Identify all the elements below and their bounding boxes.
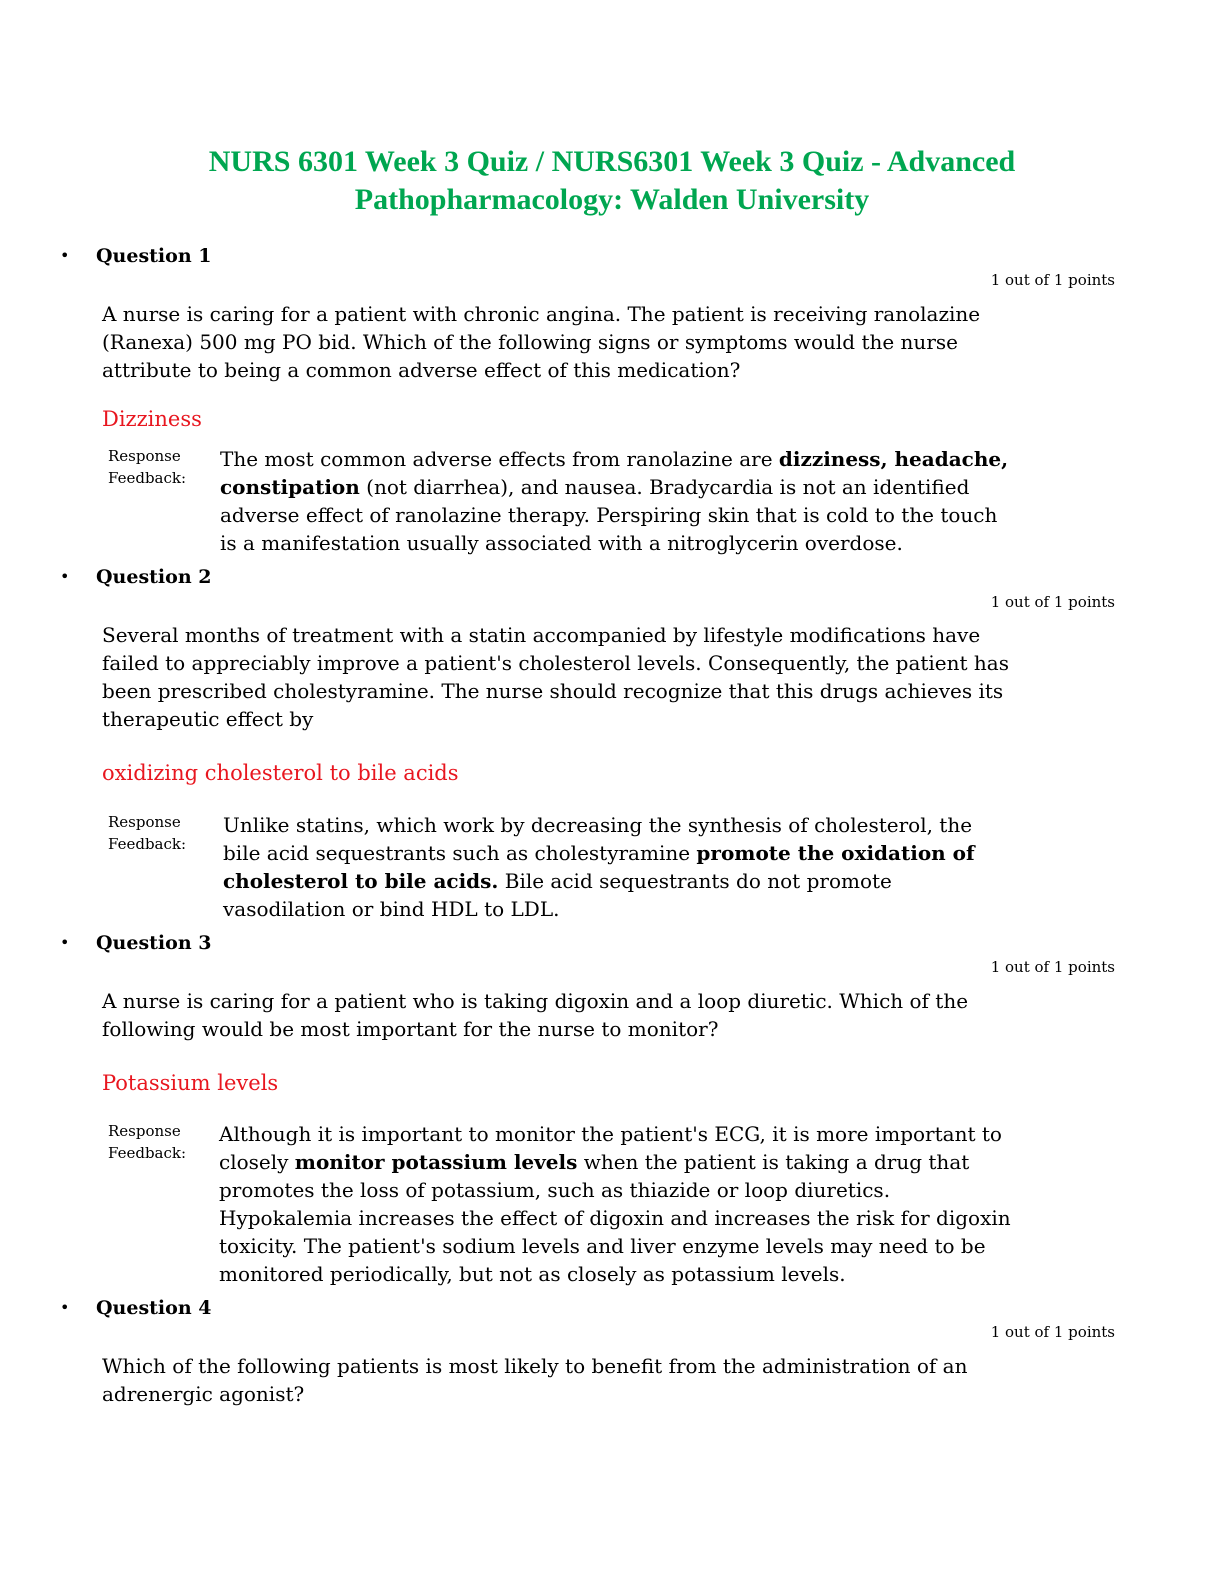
- feedback-line: [223, 867, 1023, 895]
- feedback-text: The most common adverse effects from ranolazine are: [220, 447, 779, 471]
- question-1-answer: Dizziness: [102, 407, 202, 431]
- question-1-text: [102, 300, 1022, 384]
- question-4-text-line: adrenergic agonist?: [102, 1382, 305, 1406]
- feedback-line: vasodilation or bind HDL to LDL.: [223, 897, 560, 921]
- question-4-text: [102, 1352, 1022, 1408]
- question-3-text-line: A nurse is caring for a patient who is taking digoxin and a loop diuretic. Which of the: [102, 989, 969, 1013]
- document-title-line-2: Pathopharmacology: Walden University: [354, 183, 870, 216]
- question-1-feedback-label: [108, 445, 186, 489]
- question-2-text-line: been prescribed cholestyramine. The nurse should recognize that this drugs achieves its: [102, 679, 1004, 703]
- feedback-line: [220, 473, 1020, 501]
- question-3-feedback-label: [108, 1120, 186, 1164]
- feedback-line: Hypokalemia increases the effect of digoxin and increases the risk for digoxin: [219, 1206, 1011, 1230]
- feedback-line: [219, 1148, 1019, 1176]
- feedback-line: Unlike statins, which work by decreasing the synthesis of cholesterol, the: [223, 813, 973, 837]
- question-4-title: Question 4: [96, 1297, 212, 1319]
- question-2-feedback: [223, 811, 1023, 923]
- feedback-label-line-1: Response: [108, 1122, 181, 1140]
- document-title-line-1: NURS 6301 Week 3 Quiz / NURS6301 Week 3 Quiz - Advanced: [208, 145, 1016, 178]
- bullet-icon: •: [60, 933, 70, 952]
- question-4-text-line: Which of the following patients is most likely to benefit from the administration of an: [102, 1354, 968, 1378]
- question-3-feedback: [219, 1120, 1019, 1288]
- question-4-points: 1 out of 1 points: [990, 1323, 1115, 1341]
- feedback-line: [220, 445, 1020, 473]
- question-3-header: [0, 930, 1224, 956]
- feedback-text: bile acid sequestrants such as cholestyramine: [223, 841, 697, 865]
- question-1-text-line: (Ranexa) 500 mg PO bid. Which of the following signs or symptoms would the nurse: [102, 330, 958, 354]
- question-2-feedback-label: [108, 811, 186, 855]
- question-3-answer: Potassium levels: [102, 1071, 279, 1095]
- feedback-text: when the patient is taking a drug that: [577, 1150, 970, 1174]
- feedback-text: Bile acid sequestrants do not promote: [498, 869, 892, 893]
- feedback-emphasis: monitor potassium levels: [294, 1150, 578, 1174]
- question-2-text: [102, 621, 1022, 733]
- question-2-points: 1 out of 1 points: [990, 593, 1115, 611]
- question-4-header: [0, 1295, 1224, 1321]
- bullet-icon: •: [60, 246, 70, 265]
- question-2-title: Question 2: [96, 566, 212, 588]
- feedback-line: Although it is important to monitor the patient's ECG, it is more important to: [219, 1122, 1002, 1146]
- question-1-title: Question 1: [96, 245, 212, 267]
- question-1-text-line: A nurse is caring for a patient with chronic angina. The patient is receiving ranolazine: [102, 302, 981, 326]
- question-3-text-line: following would be most important for the nurse to monitor?: [102, 1017, 719, 1041]
- feedback-emphasis: cholesterol to bile acids.: [223, 869, 499, 893]
- bullet-icon: •: [60, 1298, 70, 1317]
- question-1-header: [0, 243, 1224, 269]
- question-2-text-line: Several months of treatment with a statin accompanied by lifestyle modifications have: [102, 623, 981, 647]
- question-3-text: [102, 987, 1022, 1043]
- question-2-text-line: therapeutic effect by: [102, 707, 314, 731]
- question-1-feedback: [220, 445, 1020, 557]
- feedback-label-line-1: Response: [108, 447, 181, 465]
- feedback-line: monitored periodically, but not as closely as potassium levels.: [219, 1262, 846, 1286]
- feedback-line: promotes the loss of potassium, such as thiazide or loop diuretics.: [219, 1178, 891, 1202]
- question-3-title: Question 3: [96, 932, 212, 954]
- question-2-answer: oxidizing cholesterol to bile acids: [102, 761, 459, 785]
- document-title: [100, 143, 1124, 219]
- feedback-label-line-2: Feedback:: [108, 835, 187, 853]
- question-1-text-line: attribute to being a common adverse effect of this medication?: [102, 358, 741, 382]
- feedback-emphasis: promote the oxidation of: [696, 841, 975, 865]
- bullet-icon: •: [60, 567, 70, 586]
- feedback-line: adverse effect of ranolazine therapy. Perspiring skin that is cold to the touch: [220, 503, 998, 527]
- feedback-emphasis: dizziness, headache,: [778, 447, 1009, 471]
- feedback-line: toxicity. The patient's sodium levels and liver enzyme levels may need to be: [219, 1234, 986, 1258]
- question-3-points: 1 out of 1 points: [990, 958, 1115, 976]
- question-2-header: [0, 564, 1224, 590]
- feedback-label-line-1: Response: [108, 813, 181, 831]
- question-2-text-line: failed to appreciably improve a patient's cholesterol levels. Consequently, the patient has: [102, 651, 1009, 675]
- feedback-emphasis: constipation: [220, 475, 360, 499]
- feedback-line: [223, 839, 1023, 867]
- question-1-points: 1 out of 1 points: [990, 271, 1115, 289]
- feedback-label-line-2: Feedback:: [108, 1144, 187, 1162]
- feedback-label-line-2: Feedback:: [108, 469, 187, 487]
- feedback-text: closely: [219, 1150, 295, 1174]
- feedback-line: is a manifestation usually associated with a nitroglycerin overdose.: [220, 531, 903, 555]
- feedback-text: (not diarrhea), and nausea. Bradycardia is not an identified: [359, 475, 970, 499]
